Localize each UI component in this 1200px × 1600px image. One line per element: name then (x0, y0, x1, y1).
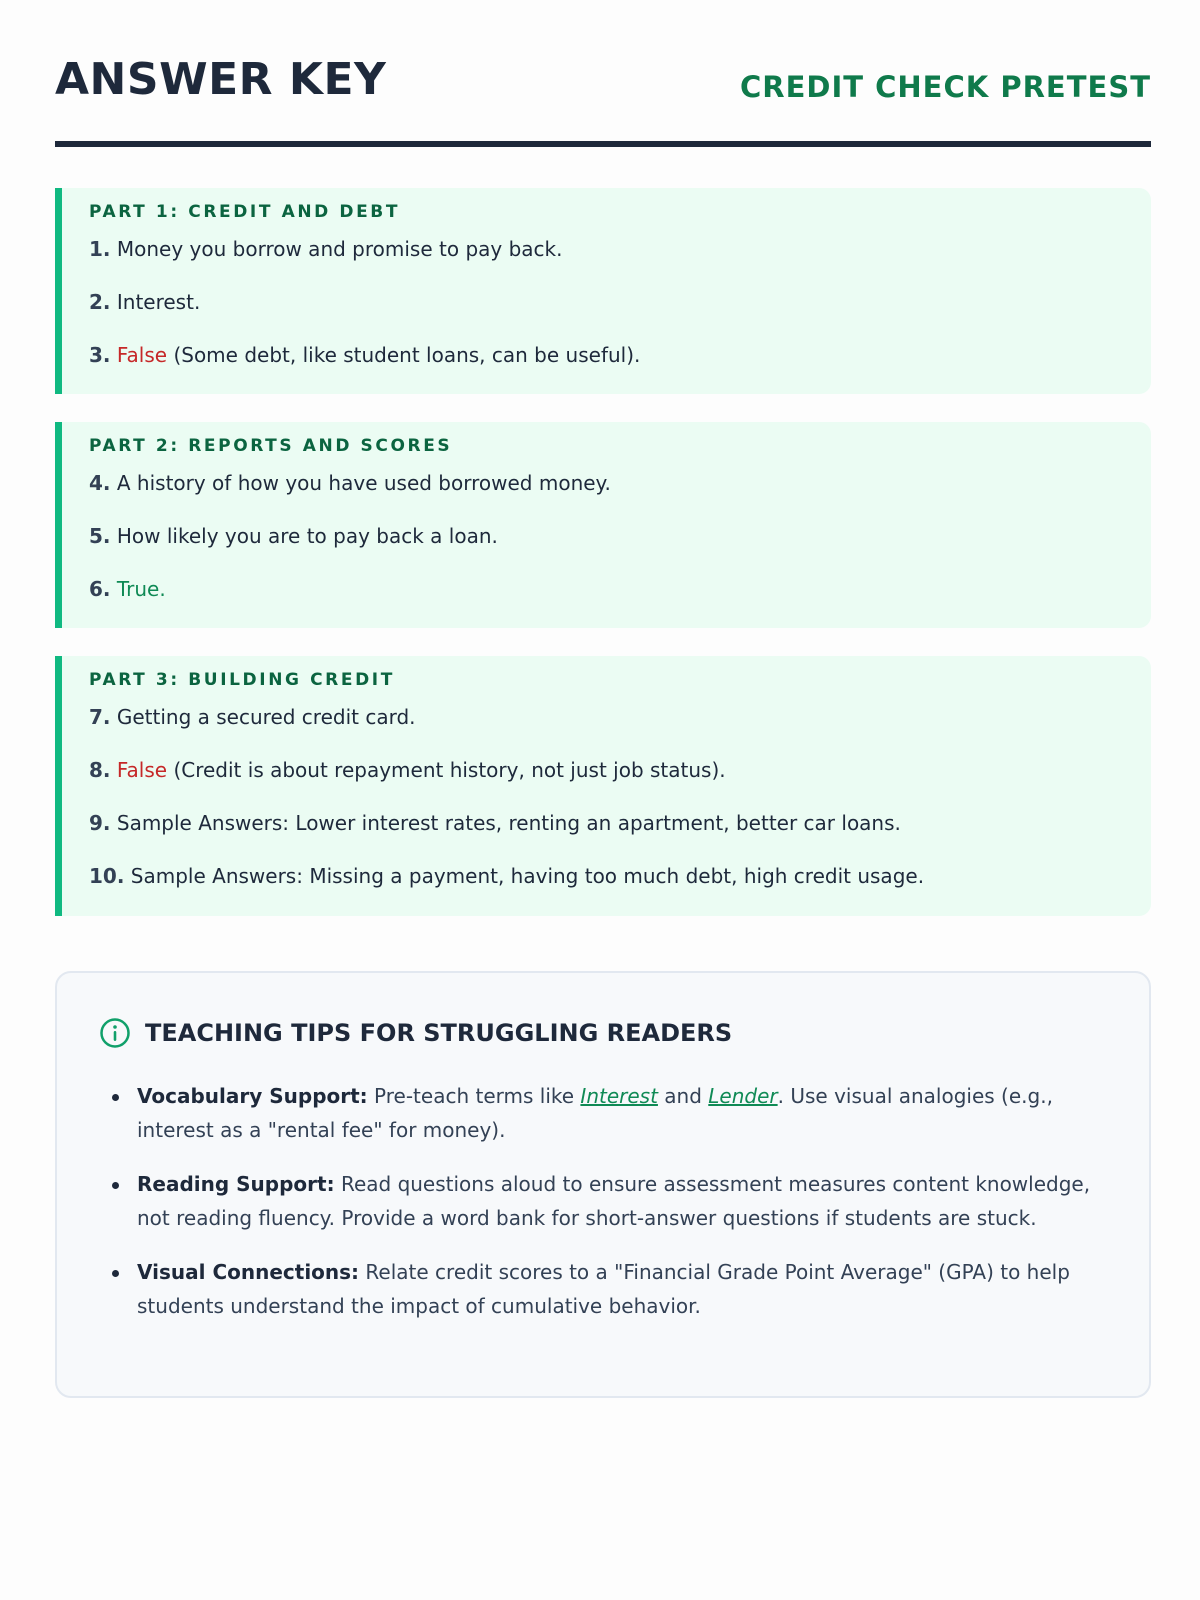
answer-item (89, 704, 1151, 757)
item-text: How likely you are to pay back a loan. (110, 524, 498, 548)
item-number: 10. (89, 864, 125, 888)
item-number: 6. (89, 577, 111, 601)
item-number: 5. (89, 524, 111, 548)
term-link-interest[interactable]: Interest (580, 1084, 658, 1108)
tip-text: . Use visual analogies (e.g., interest as a "rental fee" for money). (137, 1084, 1053, 1142)
page-subtitle: CREDIT CHECK PRETEST (739, 70, 1151, 104)
page-title: ANSWER KEY (55, 54, 387, 105)
tips-heading (99, 1017, 1109, 1049)
tips-list (99, 1079, 1109, 1323)
true-answer: True (116, 577, 160, 601)
item-text: Interest. (110, 290, 201, 314)
item-text: (Some debt, like student loans, can be useful). (167, 343, 641, 367)
part-1-section (55, 188, 1151, 394)
item-number: 8. (89, 758, 111, 782)
item-number: 7. (89, 705, 111, 729)
tips-heading-text: TEACHING TIPS FOR STRUGGLING READERS (145, 1019, 733, 1047)
part-2-section (55, 422, 1151, 628)
item-number: 1. (89, 237, 111, 261)
tip-text: and (657, 1084, 709, 1108)
tip-label: Visual Connections: (137, 1260, 360, 1284)
part-3-section (55, 656, 1151, 916)
answer-item (89, 576, 1151, 629)
false-answer: False (116, 343, 168, 367)
item-text: (Credit is about repayment history, not just job status). (167, 758, 726, 782)
answer-item (89, 810, 1151, 863)
tip-text: Pre-teach terms like (367, 1084, 581, 1108)
tip-text: Read questions aloud to ensure assessment measures content knowledge, not reading fluency. Provide a word bank for short-answer questions if students are stuck. (137, 1172, 1091, 1230)
part-heading: PART 2: REPORTS AND SCORES (89, 436, 453, 456)
part-heading: PART 1: CREDIT AND DEBT (89, 202, 401, 222)
false-answer: False (116, 758, 168, 782)
tip-label: Reading Support: (137, 1172, 335, 1196)
part-heading: PART 3: BUILDING CREDIT (89, 670, 395, 690)
answer-item (89, 289, 1151, 342)
item-number: 4. (89, 471, 111, 495)
item-number: 9. (89, 811, 111, 835)
tip-label: Vocabulary Support: (137, 1084, 368, 1108)
answer-item (89, 523, 1151, 576)
item-text: Sample Answers: Lower interest rates, renting an apartment, better car loans. (110, 811, 901, 835)
item-text: Sample Answers: Missing a payment, having too much debt, high credit usage. (124, 864, 925, 888)
answer-item (89, 470, 1151, 523)
answer-item (89, 236, 1151, 289)
teaching-tips-box (55, 971, 1151, 1398)
answer-item (89, 863, 1151, 916)
term-link-lender[interactable]: Lender (708, 1084, 778, 1108)
answer-item (89, 757, 1151, 810)
item-text: Money you borrow and promise to pay back. (110, 237, 563, 261)
item-text: Getting a secured credit card. (110, 705, 416, 729)
tip-reading (99, 1167, 1109, 1235)
answer-item (89, 342, 1151, 395)
item-number: 3. (89, 343, 111, 367)
tip-vocabulary (99, 1079, 1109, 1147)
tip-text: Relate credit scores to a "Financial Grade Point Average" (GPA) to help students understand the impact of cumulative behavior. (137, 1260, 1070, 1318)
item-text: A history of how you have used borrowed money. (110, 471, 611, 495)
info-icon (99, 1017, 131, 1049)
item-text: . (159, 577, 166, 601)
tip-visual (99, 1255, 1109, 1323)
page-header (55, 50, 1151, 147)
item-number: 2. (89, 290, 111, 314)
